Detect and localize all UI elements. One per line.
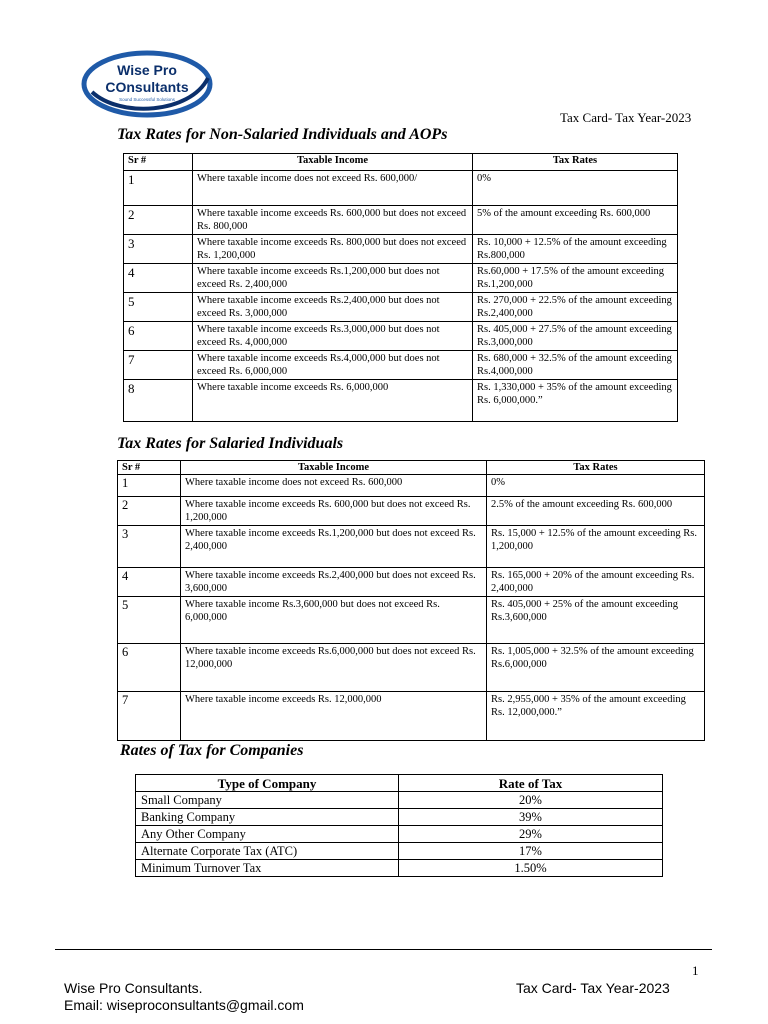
aop-header-sr: Sr # bbox=[124, 154, 193, 171]
aop-row bbox=[124, 293, 678, 322]
companies-rate-cell: 39% bbox=[399, 809, 663, 826]
salaried-income-cell: Where taxable income exceeds Rs.2,400,000 but does not exceed Rs. 3,600,000 bbox=[181, 568, 487, 597]
salaried-section-title: Tax Rates for Salaried Individuals bbox=[117, 435, 344, 452]
salaried-tax-table bbox=[117, 460, 705, 741]
salaried-income-cell: Where taxable income does not exceed Rs. 600,000 bbox=[181, 475, 487, 497]
companies-rate-cell: 1.50% bbox=[399, 860, 663, 877]
aop-income-cell: Where taxable income exceeds Rs.2,400,000 but does not exceed Rs. 3,000,000 bbox=[193, 293, 473, 322]
companies-type-cell: Any Other Company bbox=[136, 826, 399, 843]
salaried-header-rate: Tax Rates bbox=[487, 461, 705, 475]
salaried-sr-cell: 4 bbox=[118, 568, 181, 597]
companies-row bbox=[136, 843, 663, 860]
aop-row bbox=[124, 264, 678, 293]
aop-rate-cell: Rs. 405,000 + 27.5% of the amount exceeding Rs.3,000,000 bbox=[473, 322, 678, 351]
aop-header-income: Taxable Income bbox=[193, 154, 473, 171]
footer-divider bbox=[55, 949, 712, 950]
companies-rate-cell: 20% bbox=[399, 792, 663, 809]
salaried-sr-cell: 7 bbox=[118, 692, 181, 741]
salaried-row bbox=[118, 644, 705, 692]
salaried-rate-cell: Rs. 2,955,000 + 35% of the amount exceeding Rs. 12,000,000.” bbox=[487, 692, 705, 741]
aop-row bbox=[124, 171, 678, 206]
aop-sr-cell: 7 bbox=[124, 351, 193, 380]
footer-doc-title: Tax Card- Tax Year-2023 bbox=[516, 980, 670, 996]
company-logo bbox=[80, 48, 215, 120]
aop-rate-cell: 5% of the amount exceeding Rs. 600,000 bbox=[473, 206, 678, 235]
companies-type-cell: Alternate Corporate Tax (ATC) bbox=[136, 843, 399, 860]
salaried-table-body bbox=[118, 475, 705, 741]
aop-section-title: Tax Rates for Non-Salaried Individuals and AOPs bbox=[117, 126, 448, 143]
salaried-rate-cell: 0% bbox=[487, 475, 705, 497]
salaried-row bbox=[118, 597, 705, 644]
salaried-rate-cell: Rs. 15,000 + 12.5% of the amount exceeding Rs. 1,200,000 bbox=[487, 526, 705, 568]
companies-table-body bbox=[136, 792, 663, 877]
salaried-income-cell: Where taxable income exceeds Rs. 12,000,000 bbox=[181, 692, 487, 741]
aop-row bbox=[124, 235, 678, 264]
page-number: 1 bbox=[692, 963, 699, 978]
header-doc-title: Tax Card- Tax Year-2023 bbox=[560, 110, 692, 125]
aop-rate-cell: Rs. 270,000 + 22.5% of the amount exceeding Rs.2,400,000 bbox=[473, 293, 678, 322]
companies-row bbox=[136, 826, 663, 843]
salaried-sr-cell: 5 bbox=[118, 597, 181, 644]
salaried-row bbox=[118, 692, 705, 741]
aop-row bbox=[124, 322, 678, 351]
salaried-rate-cell: Rs. 405,000 + 25% of the amount exceeding Rs.3,600,000 bbox=[487, 597, 705, 644]
aop-table-body bbox=[124, 171, 678, 422]
salaried-rate-cell: 2.5% of the amount exceeding Rs. 600,000 bbox=[487, 497, 705, 526]
salaried-sr-cell: 2 bbox=[118, 497, 181, 526]
companies-section-title: Rates of Tax for Companies bbox=[120, 742, 304, 759]
companies-rate-cell: 17% bbox=[399, 843, 663, 860]
aop-sr-cell: 2 bbox=[124, 206, 193, 235]
companies-type-cell: Minimum Turnover Tax bbox=[136, 860, 399, 877]
aop-income-cell: Where taxable income exceeds Rs.4,000,000 but does not exceed Rs. 6,000,000 bbox=[193, 351, 473, 380]
aop-income-cell: Where taxable income exceeds Rs. 6,000,000 bbox=[193, 380, 473, 422]
aop-sr-cell: 8 bbox=[124, 380, 193, 422]
aop-income-cell: Where taxable income exceeds Rs.3,000,000 but does not exceed Rs. 4,000,000 bbox=[193, 322, 473, 351]
salaried-rate-cell: Rs. 165,000 + 20% of the amount exceeding Rs. 2,400,000 bbox=[487, 568, 705, 597]
salaried-row bbox=[118, 568, 705, 597]
salaried-row bbox=[118, 526, 705, 568]
companies-row bbox=[136, 809, 663, 826]
salaried-header-income: Taxable Income bbox=[181, 461, 487, 475]
logo-line2: COnsultants bbox=[105, 79, 189, 95]
aop-sr-cell: 3 bbox=[124, 235, 193, 264]
aop-row bbox=[124, 380, 678, 422]
aop-row bbox=[124, 206, 678, 235]
aop-income-cell: Where taxable income exceeds Rs. 600,000 but does not exceed Rs. 800,000 bbox=[193, 206, 473, 235]
aop-income-cell: Where taxable income does not exceed Rs. 600,000/ bbox=[193, 171, 473, 206]
aop-sr-cell: 1 bbox=[124, 171, 193, 206]
salaried-sr-cell: 1 bbox=[118, 475, 181, 497]
aop-header-rate: Tax Rates bbox=[473, 154, 678, 171]
salaried-row bbox=[118, 497, 705, 526]
companies-header-type: Type of Company bbox=[136, 775, 399, 792]
logo-tagline: Sound Successful Solutions bbox=[119, 97, 175, 102]
companies-row bbox=[136, 860, 663, 877]
salaried-income-cell: Where taxable income exceeds Rs.1,200,000 but does not exceed Rs. 2,400,000 bbox=[181, 526, 487, 568]
companies-type-cell: Small Company bbox=[136, 792, 399, 809]
companies-header-rate: Rate of Tax bbox=[399, 775, 663, 792]
salaried-sr-cell: 6 bbox=[118, 644, 181, 692]
footer-company: Wise Pro Consultants. bbox=[64, 980, 203, 996]
companies-row bbox=[136, 792, 663, 809]
aop-tax-table bbox=[123, 153, 678, 422]
aop-row bbox=[124, 351, 678, 380]
salaried-rate-cell: Rs. 1,005,000 + 32.5% of the amount exceeding Rs.6,000,000 bbox=[487, 644, 705, 692]
aop-rate-cell: Rs. 1,330,000 + 35% of the amount exceeding Rs. 6,000,000.” bbox=[473, 380, 678, 422]
companies-tax-table bbox=[135, 774, 663, 877]
salaried-header-sr: Sr # bbox=[118, 461, 181, 475]
salaried-row bbox=[118, 475, 705, 497]
aop-rate-cell: 0% bbox=[473, 171, 678, 206]
aop-sr-cell: 6 bbox=[124, 322, 193, 351]
aop-rate-cell: Rs. 680,000 + 32.5% of the amount exceeding Rs.4,000,000 bbox=[473, 351, 678, 380]
companies-rate-cell: 29% bbox=[399, 826, 663, 843]
aop-sr-cell: 5 bbox=[124, 293, 193, 322]
footer-email: Email: wiseproconsultants@gmail.com bbox=[64, 997, 304, 1013]
aop-rate-cell: Rs.60,000 + 17.5% of the amount exceeding Rs.1,200,000 bbox=[473, 264, 678, 293]
salaried-income-cell: Where taxable income Rs.3,600,000 but does not exceed Rs. 6,000,000 bbox=[181, 597, 487, 644]
aop-rate-cell: Rs. 10,000 + 12.5% of the amount exceeding Rs.800,000 bbox=[473, 235, 678, 264]
salaried-income-cell: Where taxable income exceeds Rs.6,000,000 but does not exceed Rs. 12,000,000 bbox=[181, 644, 487, 692]
aop-sr-cell: 4 bbox=[124, 264, 193, 293]
logo-line1: Wise Pro bbox=[117, 62, 177, 78]
aop-income-cell: Where taxable income exceeds Rs. 800,000 but does not exceed Rs. 1,200,000 bbox=[193, 235, 473, 264]
salaried-income-cell: Where taxable income exceeds Rs. 600,000 but does not exceed Rs. 1,200,000 bbox=[181, 497, 487, 526]
companies-type-cell: Banking Company bbox=[136, 809, 399, 826]
aop-income-cell: Where taxable income exceeds Rs.1,200,000 but does not exceed Rs. 2,400,000 bbox=[193, 264, 473, 293]
salaried-sr-cell: 3 bbox=[118, 526, 181, 568]
